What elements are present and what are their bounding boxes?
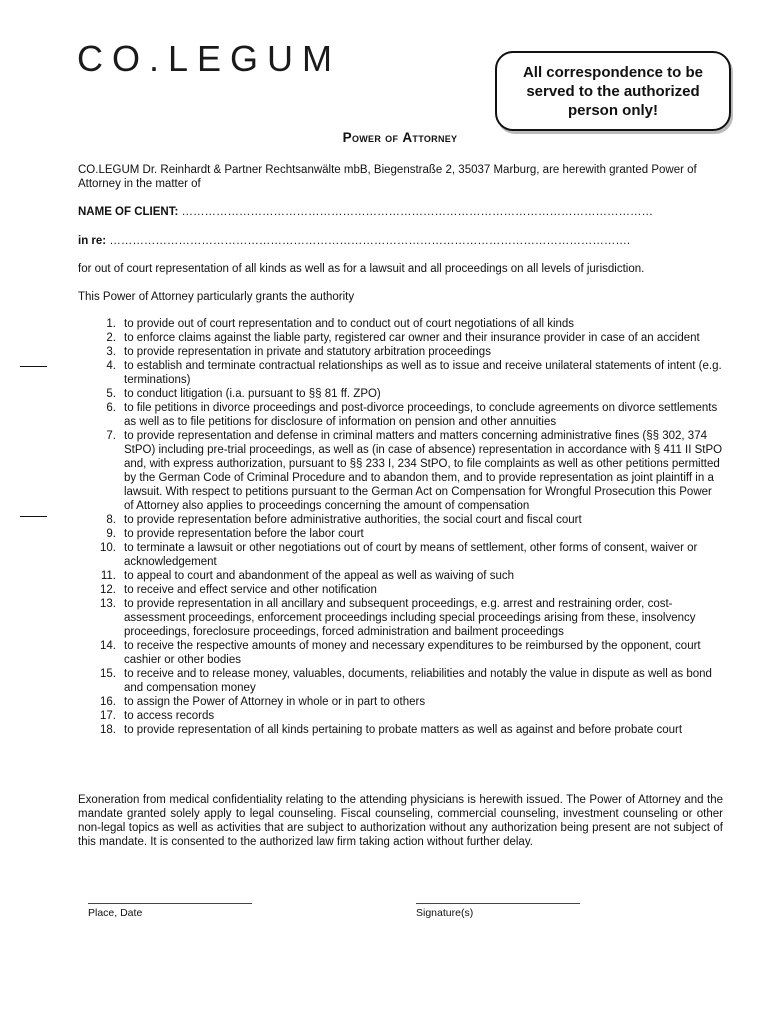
title-initial-p: P — [342, 130, 352, 145]
power-item — [78, 583, 723, 597]
power-item-number: 13. — [100, 598, 116, 610]
power-item-number: 4. — [106, 360, 116, 372]
power-item-text: to receive and to release money, valuables, documents, reliabilities and notably the value in dispute as well as bond and compensation money — [124, 668, 712, 694]
power-item-number: 1. — [106, 318, 116, 330]
power-item — [78, 541, 723, 569]
in-re-label: in re: — [78, 235, 107, 247]
power-item — [78, 429, 723, 513]
power-item-number: 3. — [106, 346, 116, 358]
in-re-blank[interactable]: ………………………………………………………………………………………………………………………. — [106, 235, 631, 247]
client-name-blank[interactable]: …………………………………………………………………………………………………………… — [178, 206, 654, 218]
power-item-number: 10. — [100, 542, 116, 554]
power-item — [78, 597, 723, 639]
power-item-text: to receive the respective amounts of money and necessary expenditures to be reimbursed by the opponent, court cashier or other bodies — [124, 640, 701, 666]
place-date-line — [88, 903, 252, 904]
closing-paragraph: Exoneration from medical confidentiality relating to the attending physicians is herewith issued. The Power of Attorney and the mandate granted solely apply to legal counseling. Fiscal counseling, commercial counseling, investment counseling or other non-legal topics as well as activities that are subject to authorization without any authorization being present are not subject of this mandate. It is consented to the authorized law firm taking action without further delay. — [78, 794, 723, 848]
title-part-2: ttorney — [412, 130, 458, 145]
document-title — [0, 130, 770, 145]
power-item — [78, 345, 723, 359]
power-item-number: 6. — [106, 402, 116, 414]
power-item-number: 17. — [100, 710, 116, 722]
power-item-text: to receive and effect service and other notification — [124, 584, 377, 596]
authority-intro: This Power of Attorney particularly grants the authority — [78, 291, 355, 303]
power-item-number: 2. — [106, 332, 116, 344]
place-date-label: Place, Date — [88, 907, 143, 919]
power-item — [78, 527, 723, 541]
intro-paragraph: CO.LEGUM Dr. Reinhardt & Partner Rechtsanwälte mbB, Biegenstraße 2, 35037 Marburg, are herewith granted Power of Attorney in the matter of — [78, 164, 697, 190]
power-item-text: to conduct litigation (i.a. pursuant to §§ 81 ff. ZPO) — [124, 388, 381, 400]
power-item-number: 5. — [106, 388, 116, 400]
power-item-number: 15. — [100, 668, 116, 680]
power-item-number: 8. — [106, 514, 116, 526]
client-name-field[interactable] — [78, 206, 718, 218]
signatures-label: Signature(s) — [416, 907, 474, 919]
power-item — [78, 513, 723, 527]
signature-line — [416, 903, 580, 904]
power-item-text: to provide representation before administrative authorities, the social court and fiscal court — [124, 514, 582, 526]
fold-mark-top — [20, 366, 47, 367]
power-item-number: 7. — [106, 430, 116, 442]
power-item — [78, 709, 723, 723]
correspondence-notice: All correspondence to be served to the authorized person only! — [495, 51, 731, 131]
power-item-text: to enforce claims against the liable party, registered car owner and their insurance provider in case of an accident — [124, 332, 700, 344]
power-item — [78, 569, 723, 583]
power-item-text: to assign the Power of Attorney in whole or in part to others — [124, 696, 426, 708]
power-item-text: to file petitions in divorce proceedings and post-divorce proceedings, to conclude agreements on divorce settlements as well as to file petitions for disclosure of information on pension and other annuities — [124, 402, 718, 428]
power-item-number: 9. — [106, 528, 116, 540]
power-item — [78, 723, 723, 737]
power-item — [78, 359, 723, 387]
power-item-number: 18. — [100, 724, 116, 736]
title-initial-a: A — [402, 130, 413, 145]
client-name-label: NAME OF CLIENT: — [78, 206, 179, 218]
power-item — [78, 695, 723, 709]
scope-paragraph: for out of court representation of all kinds as well as for a lawsuit and all proceedings on all levels of jurisdiction. — [78, 263, 645, 275]
power-item-text: to provide representation of all kinds pertaining to probate matters as well as against and before probate court — [124, 724, 683, 736]
power-item-text: to terminate a lawsuit or other negotiations out of court by means of settlement, other forms of consent, waiver or acknowledgement — [124, 542, 698, 568]
title-part-1: ower of — [351, 130, 403, 145]
powers-list — [78, 317, 723, 737]
power-item-text: to provide representation before the labor court — [124, 528, 364, 540]
power-item-number: 12. — [100, 584, 116, 596]
in-re-field[interactable] — [78, 235, 718, 247]
power-item — [78, 387, 723, 401]
power-item — [78, 401, 723, 429]
fold-mark-bottom — [20, 516, 47, 517]
power-item-number: 14. — [100, 640, 116, 652]
power-item-text: to provide representation in all ancillary and subsequent proceedings, e.g. arrest and restraining order, cost-assessment proceedings, enforcement proceedings including special proceedings arising from these, insolvency proceedings, foreclosure proceedings, forced administration and bailment proceedings — [124, 598, 696, 638]
power-item-text: to provide representation in private and statutory arbitration proceedings — [124, 346, 491, 358]
power-item-text: to access records — [124, 710, 215, 722]
company-logo: CO.LEGUM — [77, 38, 342, 79]
power-item — [78, 667, 723, 695]
power-item-text: to appeal to court and abandonment of the appeal as well as waiving of such — [124, 570, 514, 582]
power-item-number: 11. — [100, 570, 116, 582]
power-item — [78, 317, 723, 331]
power-item-number: 16. — [100, 696, 116, 708]
power-item — [78, 639, 723, 667]
power-item — [78, 331, 723, 345]
power-item-text: to establish and terminate contractual relationships as well as to issue and receive unilateral statements of intent (e.g. terminations) — [124, 360, 722, 386]
power-item-text: to provide out of court representation and to conduct out of court negotiations of all kinds — [124, 318, 575, 330]
power-item-text: to provide representation and defense in criminal matters and matters concerning administrative fines (§§ 302, 374 StPO) including pre-trial proceedings, as well as (in case of absence) representation in accordance with § 411 II StPO and, with express authorization, pursuant to §§ 233 I, 234 StPO, to file complaints as well as other petitions permitted by the German Code of Criminal Procedure and to abandon them, and to provide representation as joint plaintiff in a lawsuit. With respect to petitions pursuant to the German Act on Compensation for Wrongful Prosecution this Power of Attorney also applies to proceedings concerning the amount of compensation — [124, 430, 723, 512]
